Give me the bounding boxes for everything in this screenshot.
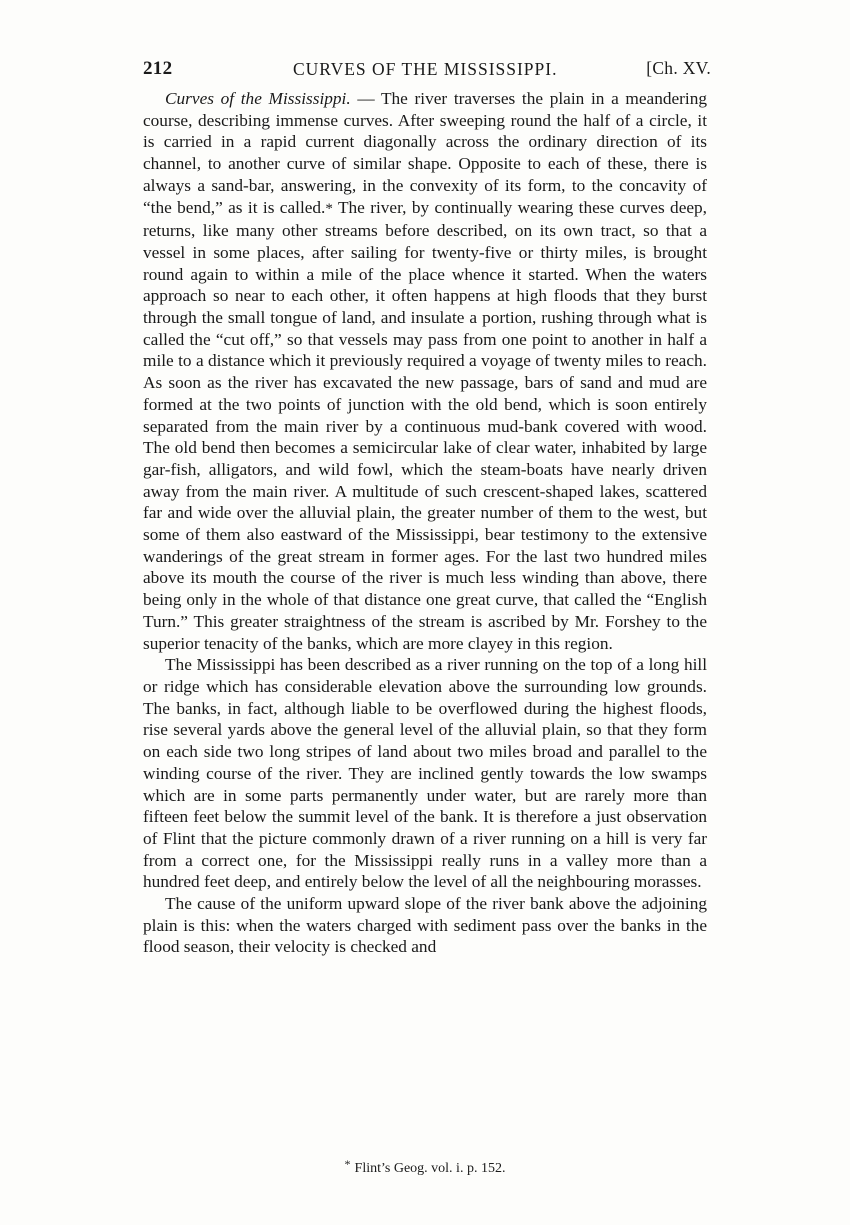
paragraph-curves: [143, 88, 707, 654]
paragraph-river-ridge: The Mississippi has been described as a river running on the top of a long hill or ridge which has considerable elevation above the surrounding low grounds. The banks, in fact, although liable to be overflowed during the highest floods, rise several yards above the general level of the alluvial plain, so that they form on each side two long stripes of land about two miles broad and parallel to the winding course of the river. They are inclined gently towards the low swamps which are in some parts permanently under water, but are rarely more than fifteen feet below the summit level of the bank. It is therefore a just observation of Flint that the picture commonly drawn of a river running on a hill is very far from a correct one, for the Mississippi really runs in a valley more than a hundred feet deep, and entirely below the level of all the neighbouring morasses.: [143, 655, 707, 892]
footnote-text: Flint’s Geog. vol. i. p. 152.: [354, 1161, 506, 1176]
running-title: CURVES OF THE MISSISSIPPI.: [293, 59, 558, 79]
running-head: [143, 58, 711, 84]
footnote-star: *: [344, 1157, 351, 1171]
footnote-marker[interactable]: *: [325, 200, 333, 217]
footnote: [0, 1157, 850, 1177]
page-number: 212: [143, 58, 173, 79]
paragraph-lead-title: Curves of the Mississippi.: [165, 89, 351, 108]
paragraph-text-part: The river traverses the plain in a meandering course, describing immense curves. After sweeping round the half of a circle, it is carried in a rapid current diagonally across the ordinary direction of its channel, to another curve of similar shape. Opposite to each of these, there is always a sand-bar, answering, in the convexity of its form, to the concavity of “the bend,” as it is called.: [143, 89, 707, 217]
paragraph-text-part: The river, by continually wearing these curves deep, returns, like many other streams before described, on its own tract, so that a vessel in some places, after sailing for twenty-five or thirty miles, is brought round again to within a mile of the place whence it started. When the waters approach so near to each other, it often happens at high floods that they burst through the small tongue of land, and insulate a portion, rushing through what is called the “cut off,” so that vessels may pass from one point to another in half a mile to a distance which it previously required a voyage of twenty miles to reach. As soon as the river has excavated the new passage, bars of sand and mud are formed at the two points of junction with the old bend, which is soon entirely separated from the main river by a continuous mud-bank covered with wood. The old bend then becomes a semicircular lake of clear water, inhabited by large gar-fish, alligators, and wild fowl, which the steam-boats have nearly driven away from the main river. A multitude of such crescent-shaped lakes, scattered far and wide over the alluvial plain, the greater number of them to the west, but some of them also eastward of the Mississippi, bear testimony to the extensive wanderings of the great stream in former ages. For the last two hundred miles above its mouth the course of the river is much less winding than above, there being only in the whole of that distance one great curve, that called the “English Turn.” This greater straightness of the stream is ascribed by Mr. Forshey to the superior tenacity of the banks, which are more clayey in this region.: [143, 197, 707, 653]
body-text: [143, 88, 707, 958]
lead-dash: —: [350, 89, 381, 108]
paragraph-bank-slope: The cause of the uniform upward slope of the river bank above the adjoining plain is this: when the waters charged with sediment pass over the banks in the flood season, their velocity is checked and: [143, 894, 707, 957]
chapter-reference: [Ch. XV.: [646, 58, 711, 78]
